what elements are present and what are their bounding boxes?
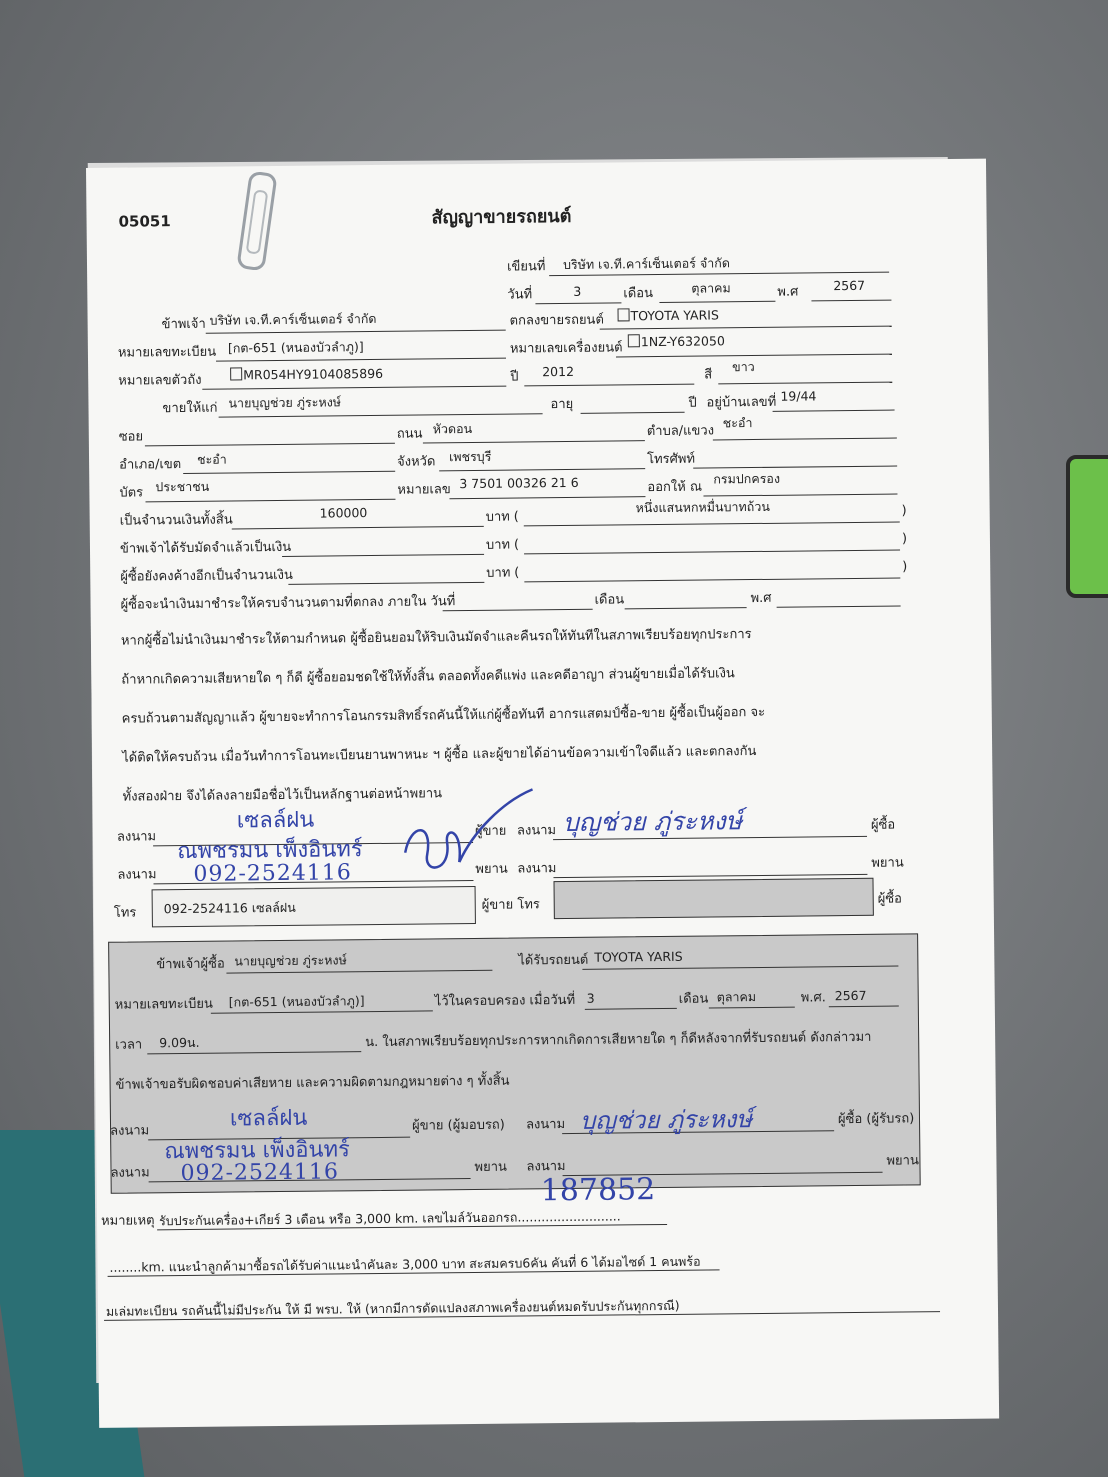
buyer-name-line [219,413,543,417]
age-label: อายุ [550,396,574,413]
chassis-line [202,386,506,390]
seller-phone-value: 092-2524116 เซลล์ฝน [163,899,296,917]
total-words: หนึ่งแสนหกหมื่นบาทถ้วน [635,498,770,516]
district-value: ชะอำ [196,451,227,467]
clause-line: ถ้าหากเกิดความเสียหายใด ๆ ก็ดี ผู้ซื้อยอมชดใช้ให้ทั้งสิ้น ตลอดทั้งคดีแพ่ง และคดีอาญา ส่วนผู้ขายเมื่อได้รับเงิน [121,666,735,688]
subdistrict-line [713,438,897,441]
seller-sign-label: ลงนาม [116,829,157,845]
green-object [1066,455,1108,598]
checkbox-icon [230,367,242,380]
buyer-phone-line [693,466,897,469]
chassis-label: หมายเลขตัวถัง [118,372,202,389]
notes-line: มเล่มทะเบียน รถคันนี้ไม่มีประกัน ให้ มี พรบ. ให้ (หากมีการดัดแปลงสภาพเครื่องยนต์หมดรับประกันทุกกรณี) [105,1297,680,1319]
car-value [617,307,718,324]
day-line [535,302,621,304]
total-line [232,526,484,530]
balance-line [288,582,484,585]
buyer-phone-label: โทรศัพท์ [647,451,696,468]
possess-year-label: พ.ศ. [800,990,826,1006]
phone-label: โทร [113,905,137,921]
balance-words-line [524,577,900,582]
due-year-line [777,605,901,607]
receipt-plate-value: [กต-651 (หนองบัวลำภู)] [228,993,365,1010]
road-value: หัวดอน [432,420,473,437]
day-value: 3 [573,283,582,299]
receipt-witness1-sign-label: ลงนาม [110,1165,150,1181]
time-label: เวลา [115,1037,143,1053]
clause-line: ครบถ้วนตามสัญญาแล้ว ผู้ขายจะทำการโอนกรรมสิทธิ์รถคันนี้ให้แก่ผู้ซื้อทันที อากรแสตมป์ซื้อ-ขาย ผู้ซื้อเป็นผู้ออก จะ [121,704,766,727]
witness1-role-label: พยาน [475,861,508,877]
received-car: TOYOTA YARIS [594,948,683,965]
possess-label: ไว้ในครอบครอง เมื่อวันที่ [434,992,576,1010]
id-line [449,496,645,499]
receipt-seller-handwriting: ณพชรมน เพ็งอินทร์ [164,1137,350,1165]
house-label: อยู่บ้านเลขที่ [706,394,777,411]
age-line [581,412,685,414]
checkbox-icon [617,308,629,321]
liability-text: ข้าพเจ้าขอรับผิดชอบค่าเสียหาย และความผิดตามกฎหมายต่าง ๆ ทั้งสิ้น [115,1073,510,1093]
balance-baht: บาท [486,565,511,581]
possess-year: 2567 [834,987,867,1004]
receipt-buyer-handwriting: บุญช่วย ภู่ระหงษ์ [579,1105,753,1135]
year-line [811,300,891,302]
receipt-buyer-value: นายบุญช่วย ภู่ระหงษ์ [234,952,347,969]
receiver-sign-label: ลงนาม [525,1117,566,1133]
soi-label: ซอย [118,429,144,445]
year-label: พ.ศ [777,284,799,300]
possess-month-label: เดือน [678,991,709,1007]
notes-line: รับประกันเครื่อง+เกียร์ 3 เดือน หรือ 3,000 km. เลขไมล์วันออกรถ.......................... [158,1208,621,1229]
subdistrict-value: ชะอำ [722,415,753,431]
house-value: 19/44 [780,388,817,404]
card-value: ประชาชน [155,478,210,495]
checkbox-icon [628,334,640,347]
buyer-phone-box [553,878,873,919]
issued-label: ออกให้ ณ [647,479,703,496]
id-value: 3 7501 00326 21 6 [459,474,579,492]
sell-to-label: ขายให้แก่ [162,400,218,417]
issued-value: กรมปกครอง [713,470,781,487]
due-label: ผู้ซื้อจะนำเงินมาชำระให้ครบจำนวนตามที่ตกลง ภายใน วันที่ [120,594,456,613]
clause-line: ทั้งสองฝ่าย จึงได้ลงลายมือชื่อไว้เป็นหลักฐานต่อหน้าพยาน [122,786,443,805]
province-line [439,468,645,471]
date-label: วันที่ [507,287,533,303]
plate-line [216,358,506,362]
car-text: TOYOTA YARIS [630,307,719,324]
car-year-line [524,384,694,387]
deposit-baht: บาท [485,537,511,553]
province-value: เพชรบุรี [448,448,492,465]
car-year-label: ปี [510,369,519,385]
buyer-name: นายบุญช่วย ภู่ระหงษ์ [228,394,342,411]
seller-name-handwriting: ณพชรมน เพ็งอินทร์ [177,837,363,865]
buyer-role-label: ผู้ซื้อ [870,817,896,833]
written-at-value: บริษัท เจ.ที.คาร์เซ็นเตอร์ จำกัด [562,255,731,273]
receipt-witness2-sign-label: ลงนาม [526,1159,566,1175]
clause-line: หากผู้ซื้อไม่นำเงินมาชำระให้ตามกำหนด ผู้ซื้อยินยอมให้ริบเงินมัดจำและคืนรถให้ทันทีในสภาพเรียบร้อยทุกประการ [120,627,752,649]
total-baht: บาท [485,509,510,525]
receipt-sales-handwriting: เซลล์ฝน [229,1105,308,1132]
month-value: ตุลาคม [691,280,731,296]
receipt-plate-label: หมายเลขทะเบียน [114,996,213,1013]
deposit-label: ข้าพเจ้าได้รับมัดจำแล้วเป็นเงิน [119,539,292,557]
balance-label: ผู้ซื้อยังคงค้างอีกเป็นจำนวนเงิน [120,567,293,585]
handwritten-number: 187852 [540,1172,656,1209]
plate-value: [กต-651 (หนองบัวลำภู)] [227,339,364,356]
total-value: 160000 [319,505,368,521]
seller-label: ข้าพเจ้า [161,316,206,333]
buyer-sign-label: ลงนาม [516,823,557,839]
receiver-role-label: ผู้ซื้อ (ผู้รับรถ) [837,1111,915,1128]
engine-label: หมายเลขเครื่องยนต์ [509,340,623,357]
deliver-sign-label: ลงนาม [110,1123,150,1139]
received-label: ได้รับรถยนต์ [518,952,589,969]
id-label: หมายเลข [397,482,451,498]
receipt-phone-handwriting: 092-2524116 [180,1159,340,1187]
clause-line: ได้ติดให้ครบถ้วน เมื่อวันทำการโอนทะเบียนยานพาหนะ ฯ ผู้ซื้อ และผู้ขายได้อ่านข้อความเข้าใจดีแล้ว และตกลงกัน [122,744,757,766]
province-label: จังหวัด [397,454,436,470]
card-line [145,499,395,503]
receipt-witness2-role: พยาน [886,1153,919,1169]
chassis-value [230,366,383,384]
car-year-value: 2012 [542,363,575,380]
condition-text: น. ในสภาพเรียบร้อยทุกประการหากเกิดการเสียหายใด ๆ ก็ดีหลังจากที่รับรถยนต์ ดังกล่าวมา [365,1029,872,1051]
buyer-signature-handwriting: บุญช่วย ภู่ระหงษ์ [562,806,743,838]
soi-line [145,443,395,447]
color-line [718,382,892,385]
possess-month: ตุลาคม [716,989,757,1005]
seller-line [206,330,506,334]
due-month-line [625,607,747,609]
deliver-role-label: ผู้ขาย (ผู้มอบรถ) [411,1117,505,1134]
total-words-line [524,521,900,526]
deposit-line [282,554,484,557]
deposit-words-line [524,549,900,554]
witness2-role-label: พยาน [871,855,904,871]
time-value: 9.09น. [159,1034,200,1051]
total-label: เป็นจำนวนเงินทั้งสิ้น [119,512,233,529]
district-line [183,471,395,474]
seller-name: บริษัท เจ.ที.คาร์เซ็นเตอร์ จำกัด [209,310,377,328]
year-value: 2567 [833,277,866,294]
issued-line [703,494,897,497]
receipt-witness1-role: พยาน [474,1159,507,1175]
seller-phone-role: ผู้ขาย โทร [481,897,540,913]
seller-phone-handwriting: 092-2524116 [193,860,352,887]
written-at-label: เขียนที่ [506,259,546,275]
sales-handwriting: เซลล์ฝน [236,807,315,834]
buyer-phone-role: ผู้ซื้อ [877,891,903,907]
engine-value [628,333,725,350]
engine-line [616,354,892,358]
district-label: อำเภอ/เขต [119,457,182,473]
page-title: สัญญาขายรถยนต์ [431,205,572,229]
month-line [659,301,775,303]
month-label: เดือน [623,286,654,302]
receipt-buyer-label: ข้าพเจ้าผู้ซื้อ [156,956,225,973]
plate-label: หมายเลขทะเบียน [117,344,217,361]
seller-role-label: ผู้ขาย [474,823,507,839]
road-label: ถนน [396,426,423,442]
due-day-line [443,609,593,612]
seller-signature [392,781,553,883]
due-month-label: เดือน [594,592,625,608]
witness1-sign-label: ลงนาม [117,867,157,883]
color-label: สี [704,367,713,383]
witness2-sign-label: ลงนาม [517,861,557,877]
possess-day: 3 [586,990,595,1006]
car-line [600,326,892,330]
contract-paper: 05051 สัญญาขายรถยนต์ เขียนที่ บริษัท เจ.ที.คาร์เซ็นเตอร์ จำกัด วันที่ 3 เดือน ตุลาคม พ.ศ 2567 ข้าพเจ้า บริษัท เจ.ที.คาร์เซ็นเตอร์ จำกัด ตกลงขายรถยนต์ TOYOTA YARIS หมายเลขทะเบียน [กต-651 (หนองบัวลำภู)] หมายเลขเครื่องยนต์ 1NZ-Y632050 หมายเลขตัวถัง MR054HY9104085896 ปี 2012 สี ขาว ขายให้แก่ นายบุญช่วย ภู่ระหงษ์ อายุ ปี อยู่บ้านเลขที่ 19/44 ซอย ถนน หัวดอน ตำบล/แขวง ชะอำ อำเภอ/เขต ชะอำ จังหวัด เพชรบุรี โทรศัพท์ บัตร ประชาชน หมายเลข 3 7501 00326 21 6 ออกให้ ณ กรมปกครอง เป็นจำนวนเงินทั้งสิ้น 160000 บาท ( หนึ่งแสนหกหมื่นบาทถ้วน ) ข้าพเจ้าได้รับมัดจำแล้วเป็นเงิน บาท ( ) ผู้ซื้อยังคงค้างอีกเป็นจำนวนเงิน บาท ( ) ผู้ซื้อจะนำเงินมาชำระให้ครบจำนวนตามที่ตกลง ภายใน วันที่ เดือน พ.ศ หากผู้ซื้อไม่นำเงินมาชำระให้ตามกำหนด ผู้ซื้อยินยอมให้ริบเงินมัดจำและคืนรถให้ทันทีในสภาพเรียบร้อยทุกประการ ถ้าหากเกิดความเสียหายใด ๆ ก็ดี ผู้ซื้อยอมชดใช้ให้ทั้งสิ้น ตลอดทั้งคดีแพ่ง และคดีอาญา ส่วนผู้ขายเมื่อได้รับเงิน ครบถ้วนตามสัญญาแล้ว ผู้ขายจะทำการโอนกรรมสิทธิ์รถคันนี้ให้แก่ผู้ซื้อทันที อากรแสตมป์ซื้อ-ขาย ผู้ซื้อเป็นผู้ออก จะ ได้ติดให้ครบถ้วน เมื่อวันทำการโอนทะเบียนยานพาหนะ ฯ ผู้ซื้อ และผู้ขายได้อ่านข้อความเข้าใจดีแล้ว และตกลงกัน ทั้งสองฝ่าย จึงได้ลงลายมือชื่อไว้เป็นหลักฐานต่อหน้าพยาน ลงนาม ผู้ขาย ลงนาม ผู้ซื้อ ลงนาม พยาน ลงนาม พยาน โทร 092-2524116 เซลล์ฝน ผู้ขาย โทร ผู้ซื้อ เซลล์ฝน ณพชรมน เพ็งอินทร์ 092-2524116 บุญช่วย ภู่ระหงษ์ ข้าพเจ้าผู้ซื้อ นายบุญช่วย ภู่ระหงษ์ ได้รับรถยนต์ TOYOTA YARIS หมายเลขทะเบียน [กต-651 (หนองบัวลำภู)] ไว้ในครอบครอง เมื่อวันที่ 3 เดือน ตุลาคม พ.ศ. 2567 เวลา 9.09น. น. ในสภาพเรียบร้อยทุกประการหากเกิดการเสียหายใด ๆ ก็ดีหลังจากที่รับรถยนต์ ดังกล่าวมา ข้าพเจ้าขอรับผิดชอบค่าเสียหาย และความผิดตามกฎหมายต่าง ๆ ทั้งสิ้น ลงนาม ผู้ขาย (ผู้มอบรถ) ลงนาม ผู้ซื้อ (ผู้รับรถ) ลงนาม พยาน ลงนาม พยาน เซลล์ฝน ณพชรมน เพ็งอินทร์ 092-2524116 บุญช่วย ภู่ระหงษ์ 187852 หมายเหตุ รับประกันเครื่อง+เกียร์ 3 เดือน หรือ 3,000 km. เลขไมล์วันออกรถ.......................... ........km. แนะนำลูกค้ามาซื้อรถได้รับค่าแนะนำคันละ 3,000 บาท สะสมครบ6คัน คันที่ 6 ได้มอไซด์ 1 คนพร้อ มเล่มทะเบียน รถคันนี้ไม่มีประกัน ให้ มี พรบ. ให้ (หากมีการดัดแปลงสภาพเครื่องยนต์หมดรับประกันทุกกรณี) [86,159,999,1428]
notes-line: ........km. แนะนำลูกค้ามาซื้อรถได้รับค่าแนะนำคันละ 3,000 บาท สะสมครบ6คัน คันที่ 6 ได้มอไซด์ 1 คนพร้อ [109,1253,701,1275]
subdistrict-label: ตำบล/แขวง [646,423,715,440]
age-unit: ปี [688,395,697,411]
road-line [423,440,645,443]
due-year-label: พ.ศ [750,590,772,607]
chassis-text: MR054HY9104085896 [243,365,384,383]
agree-label: ตกลงขายรถยนต์ [509,312,604,329]
house-line [773,410,895,412]
engine-text: 1NZ-Y632050 [640,333,725,350]
notes-label: หมายเหตุ [100,1213,155,1229]
color-value: ขาว [732,359,755,375]
doc-number: 05051 [118,212,171,231]
card-label: บัตร [119,485,144,501]
